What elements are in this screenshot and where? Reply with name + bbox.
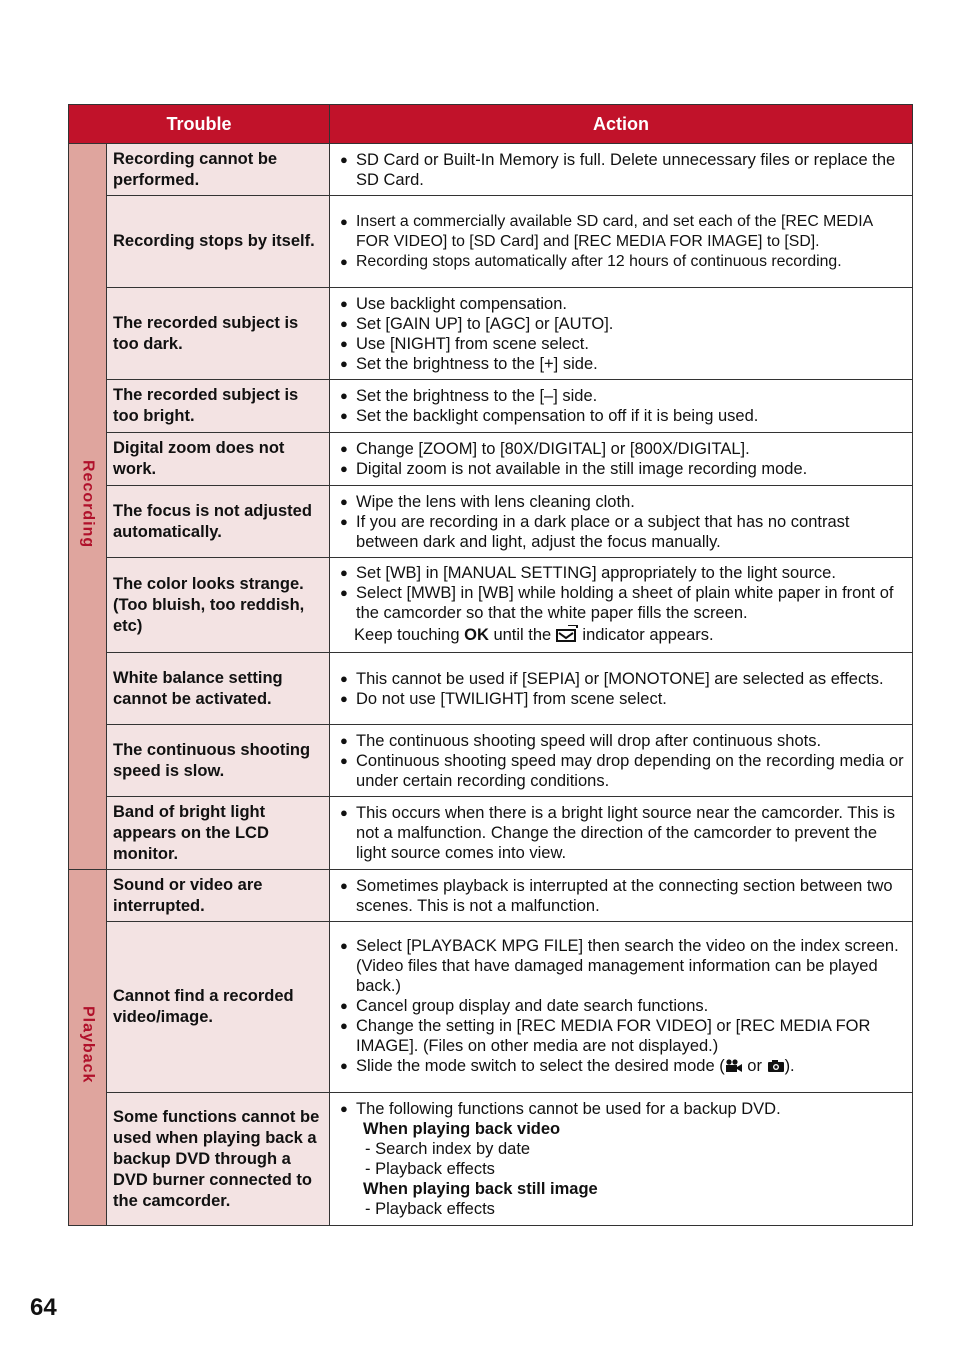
- action-cell: ● This occurs when there is a bright light source near the camcorder. This is not a malfunction. Change the direction of the camcorder to prevent the light source comes into view.: [330, 797, 913, 870]
- trouble-cell: The focus is not adjusted automatically.: [107, 486, 330, 558]
- section-playback: [69, 870, 107, 1226]
- trouble-cell: Recording stops by itself.: [107, 196, 330, 288]
- action-cell: ● The continuous shooting speed will drop after continuous shots. ● Continuous shooting speed may drop depending on the recording media or under certain recording conditions.: [330, 725, 913, 797]
- section-recording: [69, 144, 107, 870]
- trouble-cell: The recorded subject is too dark.: [107, 288, 330, 380]
- table-row: [69, 486, 913, 558]
- trouble-cell: The color looks strange. (Too bluish, too reddish, etc): [107, 558, 330, 653]
- ok-button-label: OK: [464, 626, 489, 644]
- action-cell: ● Set [WB] in [MANUAL SETTING] appropriately to the light source. ● Select [MWB] in [WB] while holding a sheet of plain white paper in front of the camcorder so that the white paper fills the screen. Keep touching OK until the indicator appears.: [330, 558, 913, 653]
- action-cell: ● Set the brightness to the [–] side. ● Set the backlight compensation to off if it is being used.: [330, 380, 913, 433]
- trouble-cell: Recording cannot be performed.: [107, 144, 330, 196]
- trouble-cell: White balance setting cannot be activated.: [107, 653, 330, 725]
- table-row: [69, 433, 913, 486]
- trouble-cell: Digital zoom does not work.: [107, 433, 330, 486]
- action-cell: ● This cannot be used if [SEPIA] or [MONOTONE] are selected as effects. ● Do not use [TWILIGHT] from scene select.: [330, 653, 913, 725]
- action-cell: ● Wipe the lens with lens cleaning cloth. ● If you are recording in a dark place or a subject that has no contrast between dark and light, adjust the focus manually.: [330, 486, 913, 558]
- troubleshooting-table-wrap: [68, 104, 912, 1226]
- section-label: Recording: [79, 459, 97, 549]
- camera-mode-icon: [767, 1058, 785, 1078]
- action-cell: ● The following functions cannot be used for a backup DVD. When playing back video - Search index by date - Playback effects When playing back still image - Playback effects: [330, 1093, 913, 1226]
- trouble-cell: Sound or video are interrupted.: [107, 870, 330, 922]
- video-mode-icon: [725, 1058, 743, 1078]
- table-row: [69, 380, 913, 433]
- header-action: Action: [330, 105, 913, 144]
- trouble-cell: Some functions cannot be used when playing back a backup DVD through a DVD burner connected to the camcorder.: [107, 1093, 330, 1226]
- subheading: When playing back still image: [363, 1180, 598, 1198]
- table-row: [69, 922, 913, 1093]
- trouble-cell: The continuous shooting speed is slow.: [107, 725, 330, 797]
- sub-item: - Search index by date: [365, 1140, 531, 1158]
- sub-item: - Playback effects: [365, 1160, 495, 1178]
- white-balance-icon: [556, 625, 578, 647]
- action-cell: ● SD Card or Built-In Memory is full. Delete unnecessary files or replace the SD Card.: [330, 144, 913, 196]
- table-row: [69, 558, 913, 653]
- action-cell: ● Use backlight compensation. ● Set [GAIN UP] to [AGC] or [AUTO]. ● Use [NIGHT] from scene select. ● Set the brightness to the [+] side.: [330, 288, 913, 380]
- sub-item: - Playback effects: [365, 1200, 495, 1218]
- subheading: When playing back video: [363, 1120, 561, 1138]
- table-row: [69, 653, 913, 725]
- table-row: [69, 725, 913, 797]
- table-row: [69, 196, 913, 288]
- trouble-cell: The recorded subject is too bright.: [107, 380, 330, 433]
- table-row: [69, 144, 913, 196]
- table-row: [69, 797, 913, 870]
- trouble-cell: Cannot find a recorded video/image.: [107, 922, 330, 1093]
- table-row: [69, 288, 913, 380]
- page-number: 64: [30, 1294, 57, 1321]
- header-trouble: Trouble: [69, 105, 330, 144]
- table-header-row: [69, 105, 913, 144]
- trouble-cell: Band of bright light appears on the LCD monitor.: [107, 797, 330, 870]
- section-label: Playback: [79, 1006, 97, 1084]
- action-cell: ● Select [PLAYBACK MPG FILE] then search the video on the index screen. (Video files that have damaged management information can be played back.) ● Cancel group display and date search functions. ● Change the setting in [REC MEDIA FOR VIDEO] or [REC MEDIA FOR IMAGE]. (Files on other media are not displayed.) ● Slide the mode switch to select the desired mode ( or ).: [330, 922, 913, 1093]
- action-cell: ● Sometimes playback is interrupted at the connecting section between two scenes. This is not a malfunction.: [330, 870, 913, 922]
- action-cell: ● Change [ZOOM] to [80X/DIGITAL] or [800X/DIGITAL]. ● Digital zoom is not available in the still image recording mode.: [330, 433, 913, 486]
- table-row: [69, 870, 913, 922]
- action-cell: ● Insert a commercially available SD card, and set each of the [REC MEDIA FOR VIDEO] to [SD Card] and [REC MEDIA FOR IMAGE] to [SD]. ● Recording stops automatically after 12 hours of continuous recording.: [330, 196, 913, 288]
- table-row: [69, 1093, 913, 1226]
- troubleshooting-table: [68, 104, 913, 1226]
